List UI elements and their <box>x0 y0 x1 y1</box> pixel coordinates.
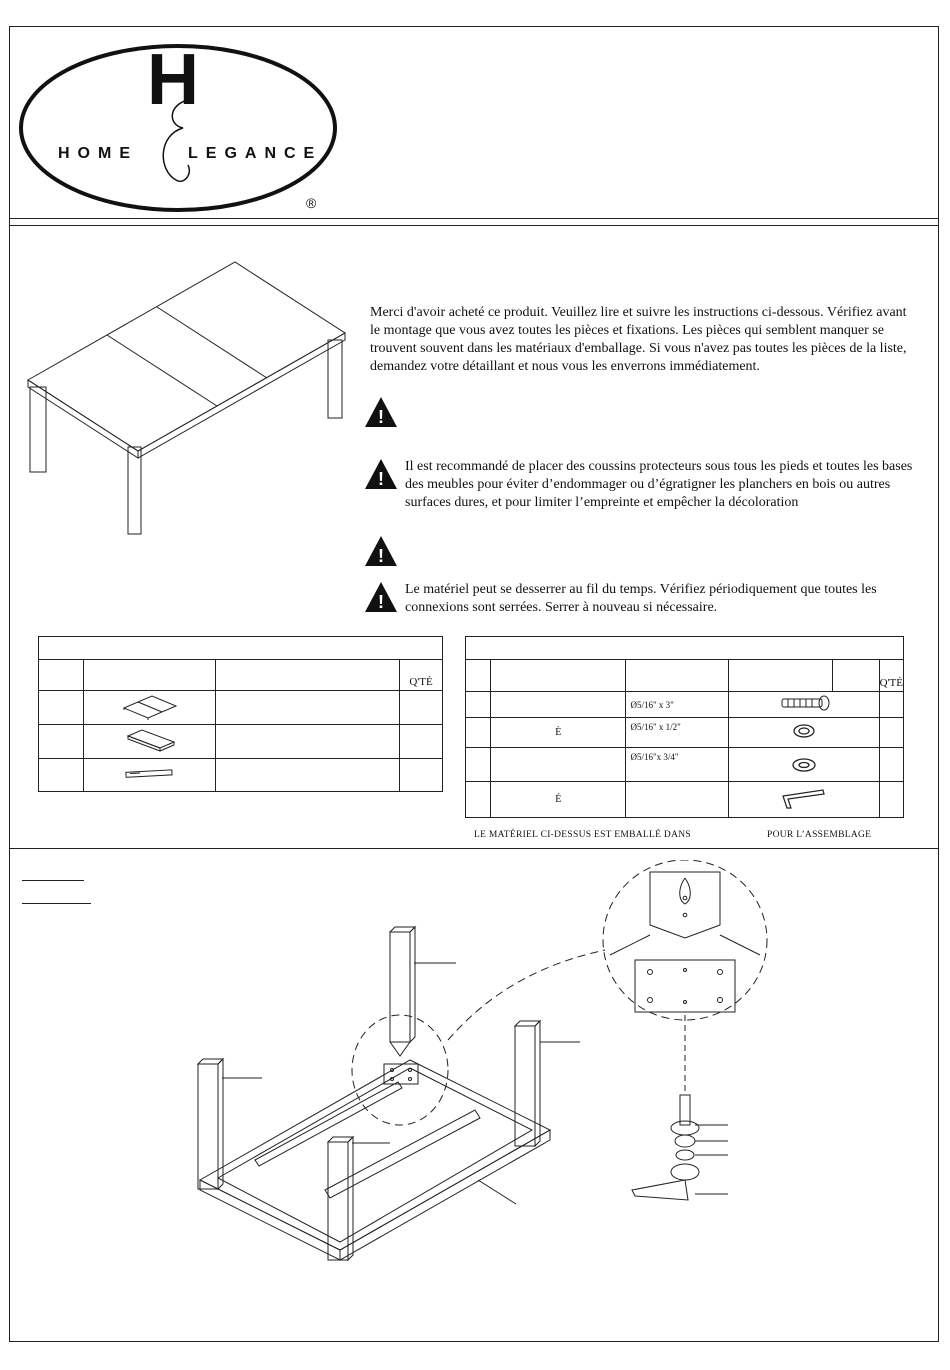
svg-text:!: ! <box>378 407 384 427</box>
table-leaf-icon <box>120 726 180 754</box>
bolt-icon <box>774 695 834 711</box>
warning-icon <box>364 535 398 567</box>
parts-table <box>38 636 443 792</box>
hardware-table <box>465 636 904 818</box>
step-heading-underline <box>22 903 91 904</box>
hardware-desc: È <box>491 718 626 748</box>
hardware-desc: É <box>491 782 626 818</box>
homelegance-logo <box>18 40 348 220</box>
hardware-size: Ø5/16" x 3" <box>626 692 729 718</box>
hardware-size: Ø5/16" x 1/2" <box>626 718 729 748</box>
table-leg-icon <box>120 767 180 781</box>
hardware-qty-header: Q'TÉ <box>879 660 903 692</box>
svg-text:!: ! <box>378 592 384 612</box>
svg-text:!: ! <box>378 469 384 489</box>
floor-protection-warning: Il est recommandé de placer des coussins protecteurs sous tous les pieds et toutes les bases des meubles pour éviter d’endommager ou d’égratigner les planchers en bois ou autres surfaces dures, et pour limiter l’empreinte et empêcher la décoloration <box>405 459 913 510</box>
hardware-footnote-left: LE MATÉRIEL CI-DESSUS EST EMBALLÉ DANS <box>474 830 691 840</box>
registered-mark: ® <box>306 195 317 211</box>
flat-washer-icon <box>789 754 819 772</box>
hardware-desc <box>491 748 626 782</box>
assembly-diagram <box>180 860 780 1280</box>
logo-brand-legance: LEGANCE <box>188 145 323 162</box>
warning-icon <box>364 458 398 490</box>
hardware-loosen-warning: Le matériel peut se desserrer au fil du temps. Vérifiez périodiquement que toutes les connexions sont serrées. Serrer à nouveau si nécessaire. <box>405 582 877 615</box>
warning-icon <box>364 581 398 613</box>
lock-washer-icon <box>789 723 819 739</box>
logo-letter: H <box>147 40 199 120</box>
intro-text: Merci d'avoir acheté ce produit. Veuillez lire et suivre les instructions ci-dessous. Vérifiez avant le montage que vous avez toutes les pièces et fixations. Les pièces qui semblent manquer se trouvent souvent dans les matériaux d'emballage. Si vous n'avez pas toutes les pièces de la liste, demandez votre détaillant et nous vous les enverrons immédiatement. <box>370 305 907 374</box>
table-illustration <box>20 255 355 540</box>
hardware-size <box>626 782 729 818</box>
hardware-footnote-right: POUR L’ASSEMBLAGE <box>767 830 872 840</box>
header-divider-2 <box>9 225 939 226</box>
hardware-size: Ø5/16"x 3/4" <box>626 748 729 782</box>
parts-table-title <box>39 637 443 660</box>
logo-brand-home: HOME <box>58 145 138 162</box>
step-heading-underline <box>22 880 84 881</box>
section-divider <box>9 848 939 849</box>
table-top-icon <box>120 692 180 720</box>
allen-key-icon <box>779 786 829 810</box>
parts-qty-header: Q'TÉ <box>400 660 443 691</box>
hardware-desc <box>491 692 626 718</box>
hardware-table-title <box>466 637 904 660</box>
warning-icon <box>364 396 398 428</box>
svg-text:!: ! <box>378 546 384 566</box>
